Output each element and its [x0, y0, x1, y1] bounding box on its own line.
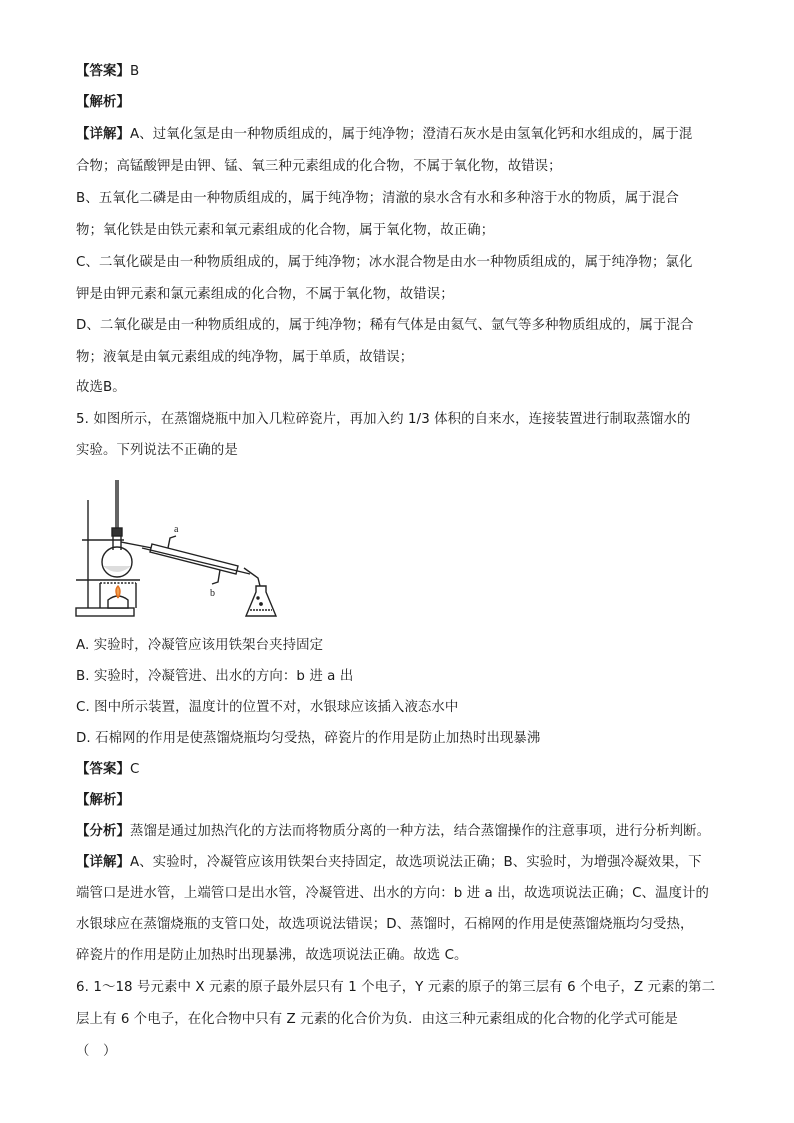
flask-side-arm: [121, 542, 152, 548]
q5-option-c: C. 图中所示装置，温度计的位置不对，水银球应该插入液态水中: [76, 700, 459, 715]
flame: [116, 586, 120, 598]
q5-detail-line-4: 碎瓷片的作用是防止加热时出现暴沸，故选项说法正确。故选 C。: [76, 948, 468, 963]
q5-answer-line: [76, 760, 139, 780]
q5-answer-label: 【答案】: [76, 762, 130, 777]
q6-blank: （ ）: [76, 1044, 117, 1059]
distillation-flask: [102, 547, 132, 577]
q4-conclusion: 故选B。: [76, 380, 126, 395]
figure-label-b: b: [210, 588, 215, 599]
q4-detail-label: 【详解】: [76, 127, 130, 142]
conical-flask: [246, 586, 276, 616]
q5-option-b: B. 实验时，冷凝管进、出水的方向：b 进 a 出: [76, 669, 354, 684]
q4-analysis-label: 【解析】: [76, 95, 130, 110]
adapter: [244, 568, 260, 586]
q5-detail-line-1: 【详解】A、实验时，冷凝管应该用铁架台夹持固定，故选项说法正确；B、实验时，为增强冷凝效果，下: [76, 855, 702, 870]
q4-detail-line-5: C、二氧化碳是由一种物质组成的，属于纯净物；冰水混合物是由水一种物质组成的，属于纯净物；氯化: [76, 255, 693, 270]
water-outlet-a: [168, 536, 176, 548]
condenser: [150, 544, 238, 574]
stand-base: [76, 608, 134, 616]
q4-detail-line-7: D、二氧化碳是由一种物质组成的，属于纯净物；稀有气体是由氦气、氩气等多种物质组成的，属于混合: [76, 318, 694, 333]
q5-fenxi-label: 【分析】: [76, 824, 130, 839]
q5-option-d: D. 石棉网的作用是使蒸馏烧瓶均匀受热，碎瓷片的作用是防止加热时出现暴沸: [76, 731, 541, 746]
q5-stem-line-1: 5. 如图所示，在蒸馏烧瓶中加入几粒碎瓷片，再加入约 1/3 体积的自来水，连接装置进行制取蒸馏水的: [76, 412, 691, 427]
q5-option-a: A. 实验时，冷凝管应该用铁架台夹持固定: [76, 638, 324, 653]
q4-detail-line-8: 物；液氧是由氧元素组成的纯净物，属于单质，故错误；: [76, 350, 414, 365]
q5-stem-line-2: 实验。下列说法不正确的是: [76, 443, 238, 458]
figure-label-a: a: [174, 524, 179, 535]
q6-stem-line-2: 层上有 6 个电子，在化合物中只有 Z 元素的化合价为负．由这三种元素组成的化合物的化学式可能是: [76, 1012, 678, 1027]
q5-detail-label: 【详解】: [76, 855, 130, 870]
q4-answer-line: [76, 62, 139, 82]
q4-detail-line-1: 【详解】A、过氧化氢是由一种物质组成的，属于纯净物；澄清石灰水是由氢氧化钙和水组成的，属于混: [76, 127, 693, 142]
q4-answer-label: 【答案】: [76, 64, 130, 79]
water-inlet-b: [212, 570, 220, 584]
q5-fenxi-line: 【分析】蒸馏是通过加热汽化的方法而将物质分离的一种方法，结合蒸馏操作的注意事项，进行分析判断。: [76, 824, 711, 839]
q4-detail-line-2: 合物；高锰酸钾是由钾、锰、氧三种元素组成的化合物，不属于氧化物，故错误；: [76, 159, 562, 174]
q5-detail-line-3: 水银球应在蒸馏烧瓶的支管口处，故选项说法错误；D、蒸馏时，石棉网的作用是使蒸馏烧瓶均匀受热，: [76, 917, 694, 932]
q4-detail-line-4: 物；氧化铁是由铁元素和氧元素组成的化合物，属于氧化物，故正确；: [76, 223, 495, 238]
q4-detail-line-3: B、五氧化二磷是由一种物质组成的，属于纯净物；清澈的泉水含有水和多种溶于水的物质，属于混合: [76, 191, 679, 206]
q5-analysis-label: 【解析】: [76, 793, 130, 808]
flask-stopper: [112, 528, 122, 536]
distillation-apparatus-figure: [72, 470, 282, 622]
q5-detail-line-2: 端管口是进水管，上端管口是出水管，冷凝管进、出水的方向：b 进 a 出，故选项说法正确；C、温度计的: [76, 886, 710, 901]
q4-answer-value: B: [129, 64, 140, 79]
q6-stem-line-1: 6. 1～18 号元素中 X 元素的原子最外层只有 1 个电子，Y 元素的原子的第三层有 6 个电子，Z 元素的第二: [76, 980, 716, 995]
q5-answer-value: C: [129, 762, 140, 777]
q4-detail-line-6: 钾是由钾元素和氯元素组成的化合物，不属于氧化物，故错误；: [76, 287, 454, 302]
